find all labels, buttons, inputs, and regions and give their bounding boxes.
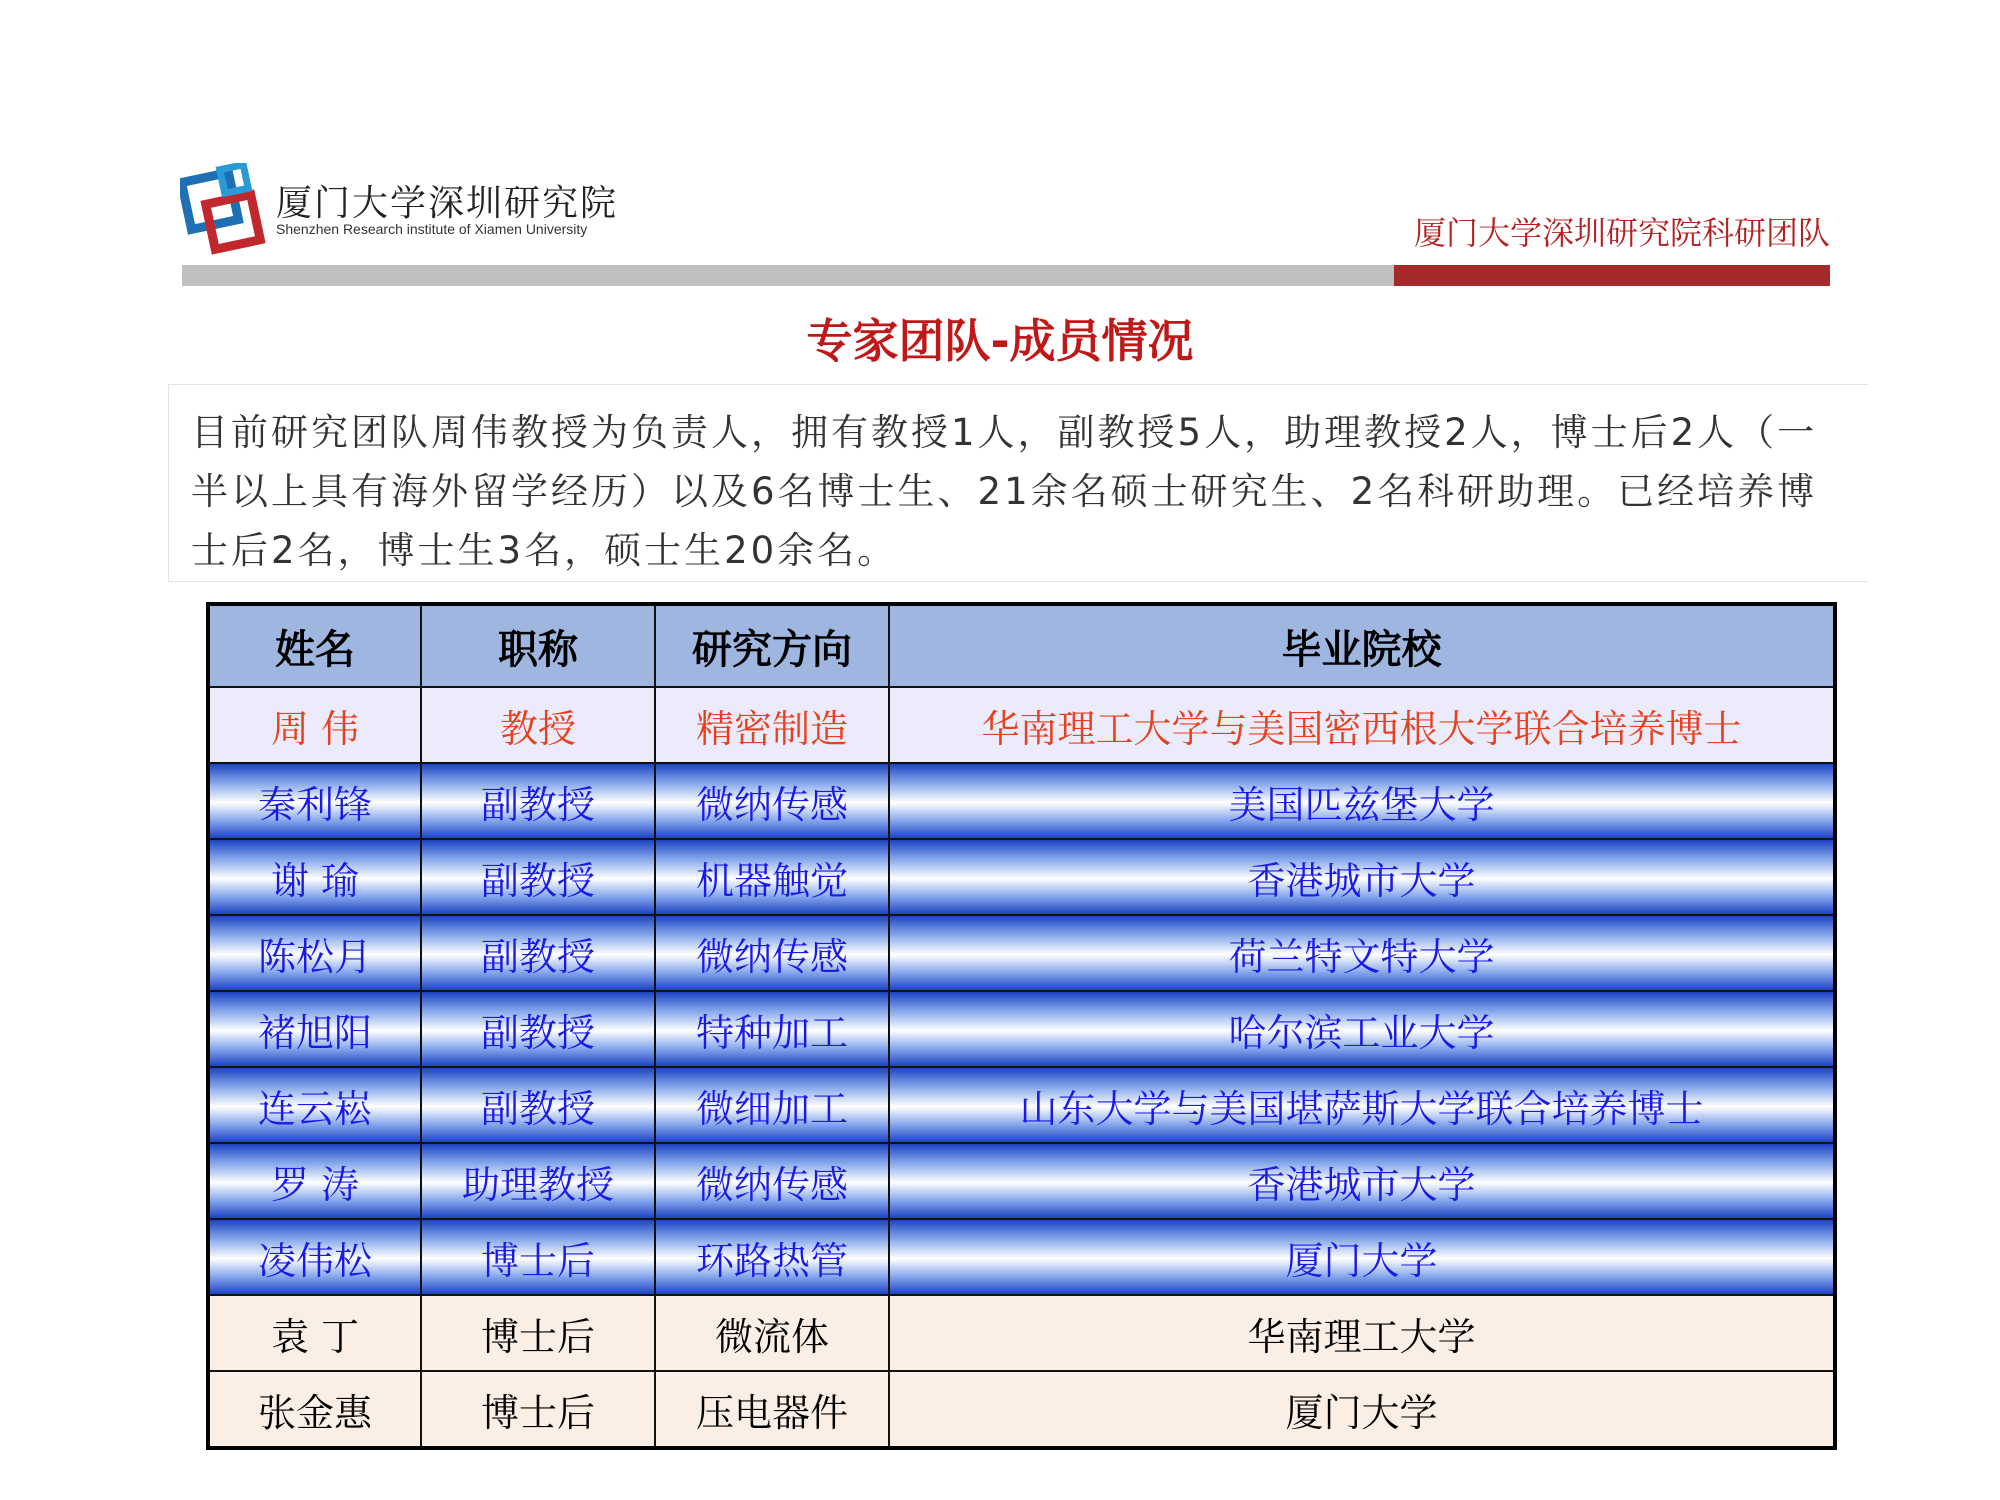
cell-research: 特种加工: [655, 991, 889, 1067]
cell-school: 香港城市大学: [889, 839, 1835, 915]
cell-title: 副教授: [421, 991, 655, 1067]
cell-research: 环路热管: [655, 1219, 889, 1295]
header-divider-gray: [182, 265, 1394, 286]
logo-chinese-name: 厦门大学深圳研究院: [276, 183, 619, 224]
cell-research: 微纳传感: [655, 763, 889, 839]
cell-school: 美国匹兹堡大学: [889, 763, 1835, 839]
intro-box: [168, 384, 1868, 582]
cell-title: 博士后: [421, 1219, 655, 1295]
cell-research: 精密制造: [655, 687, 889, 763]
table-row: [208, 1143, 1835, 1219]
cell-school: 华南理工大学: [889, 1295, 1835, 1371]
cell-name: 周 伟: [208, 687, 421, 763]
cell-school: 厦门大学: [889, 1219, 1835, 1295]
cell-name: 凌伟松: [208, 1219, 421, 1295]
cell-school: 华南理工大学与美国密西根大学联合培养博士: [889, 687, 1835, 763]
cell-school: 香港城市大学: [889, 1143, 1835, 1219]
cell-title: 博士后: [421, 1371, 655, 1448]
cell-title: 副教授: [421, 915, 655, 991]
table-row: [208, 1067, 1835, 1143]
table-row: [208, 687, 1835, 763]
cell-title: 副教授: [421, 839, 655, 915]
cell-school: 厦门大学: [889, 1371, 1835, 1448]
cell-research: 压电器件: [655, 1371, 889, 1448]
table-row: [208, 763, 1835, 839]
cell-research: 微纳传感: [655, 915, 889, 991]
cell-school: 荷兰特文特大学: [889, 915, 1835, 991]
institute-logo: [180, 163, 620, 263]
cell-name: 秦利锋: [208, 763, 421, 839]
cell-name: 张金惠: [208, 1371, 421, 1448]
cell-school: 哈尔滨工业大学: [889, 991, 1835, 1067]
header-research: 研究方向: [655, 604, 889, 687]
table-row: [208, 1295, 1835, 1371]
cell-name: 陈松月: [208, 915, 421, 991]
table-row: [208, 991, 1835, 1067]
cell-title: 副教授: [421, 1067, 655, 1143]
cell-name: 谢 瑜: [208, 839, 421, 915]
page-title: 专家团队-成员情况: [806, 314, 1194, 368]
header-title: 职称: [421, 604, 655, 687]
cell-name: 罗 涛: [208, 1143, 421, 1219]
table-header-row: [208, 604, 1835, 687]
cell-title: 副教授: [421, 763, 655, 839]
members-table: [206, 602, 1837, 1450]
cell-school: 山东大学与美国堪萨斯大学联合培养博士: [889, 1067, 1835, 1143]
cell-title: 助理教授: [421, 1143, 655, 1219]
interlocking-squares-logo-icon: [180, 163, 270, 258]
cell-name: 连云崧: [208, 1067, 421, 1143]
header-school: 毕业院校: [889, 604, 1835, 687]
intro-paragraph: 目前研究团队周伟教授为负责人，拥有教授1人，副教授5人，助理教授2人，博士后2人（一半以上具有海外留学经历）以及6名博士生、21余名硕士研究生、2名科研助理。已经培养博士后2名，博士生3名，硕士生20余名。: [191, 411, 1818, 572]
table-row: [208, 915, 1835, 991]
logo-english-name: Shenzhen Research institute of Xiamen University: [276, 221, 588, 237]
header-section-title: 厦门大学深圳研究院科研团队: [1413, 214, 1830, 252]
cell-title: 教授: [421, 687, 655, 763]
cell-research: 微流体: [655, 1295, 889, 1371]
header-name: 姓名: [208, 604, 421, 687]
cell-name: 褚旭阳: [208, 991, 421, 1067]
cell-title: 博士后: [421, 1295, 655, 1371]
cell-research: 机器触觉: [655, 839, 889, 915]
header-divider-red: [1394, 265, 1830, 286]
cell-research: 微纳传感: [655, 1143, 889, 1219]
cell-name: 袁 丁: [208, 1295, 421, 1371]
table-row: [208, 1219, 1835, 1295]
table-row: [208, 1371, 1835, 1448]
cell-research: 微细加工: [655, 1067, 889, 1143]
table-row: [208, 839, 1835, 915]
